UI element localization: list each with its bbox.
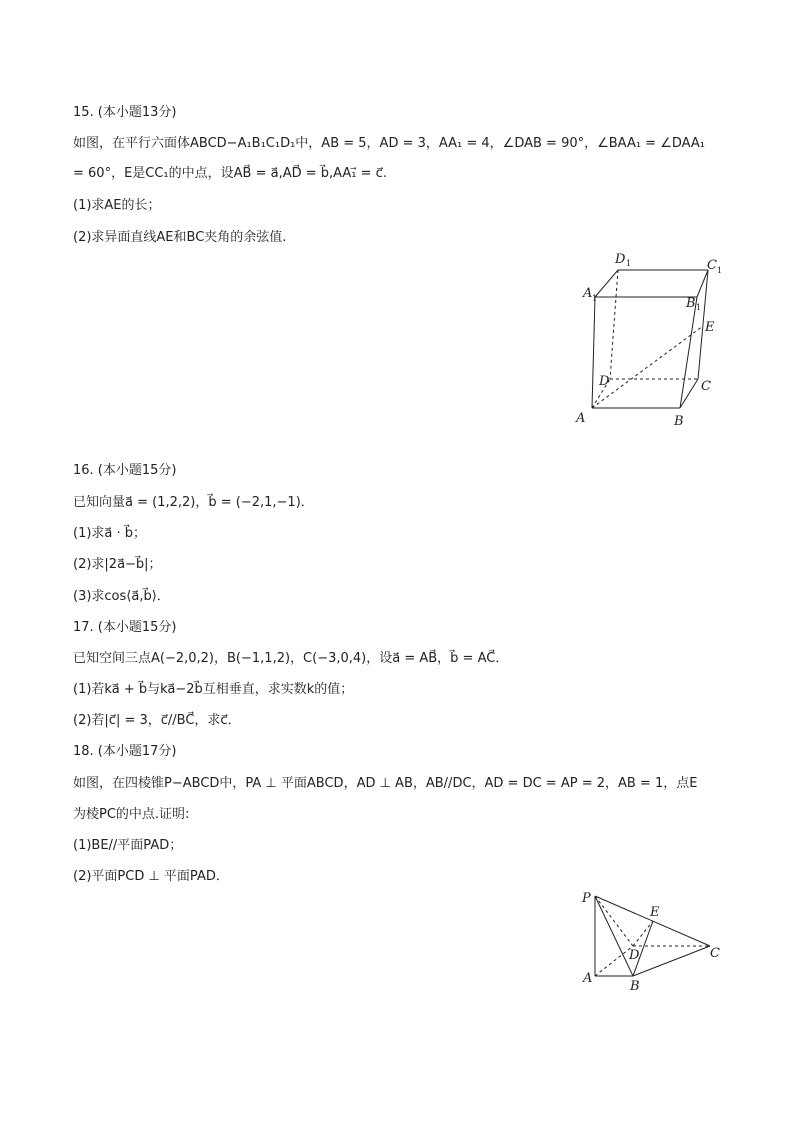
label-P: P: [582, 891, 591, 906]
label-E-pyr: E: [650, 905, 660, 920]
q15-statement-line1: 如图，在平行六面体ABCD−A₁B₁C₁D₁中，AB = 5，AD = 3，AA₁ = 4，∠DAB = 90°，∠BAA₁ = ∠DAA₁: [73, 136, 705, 151]
label-D1: D: [615, 252, 626, 267]
label-A1: A: [583, 286, 593, 301]
label-E: E: [705, 320, 715, 335]
label-C1: C: [707, 258, 717, 273]
q15-title: 15. (本小题13分): [73, 105, 177, 120]
label-A1-sub: 1: [592, 294, 598, 303]
label-D: D: [599, 374, 610, 389]
q16-part1: (1)求a⃗ · b⃗；: [73, 526, 147, 541]
label-B1: B: [686, 296, 696, 311]
label-C-pyr: C: [710, 946, 720, 961]
label-C: C: [701, 379, 711, 394]
label-C1-sub: 1: [717, 266, 723, 275]
label-D1-sub: 1: [626, 259, 632, 268]
q18-part2: (2)平面PCD ⊥ 平面PAD．: [73, 869, 229, 884]
q17-title: 17. (本小题15分): [73, 620, 177, 635]
q17-part1: (1)若ka⃗ + b⃗与ka⃗−2b⃗互相垂直，求实数k的值；: [73, 682, 354, 697]
q16-part2: (2)求|2a⃗−b⃗|；: [73, 557, 162, 572]
label-B: B: [674, 414, 684, 429]
q15-part1: (1)求AE的长；: [73, 198, 161, 213]
parallelepiped-figure: [570, 245, 730, 435]
q17-statement: 已知空间三点A(−2,0,2)，B(−1,1,2)，C(−3,0,4)，设a⃗ = AB⃗，b⃗ = AC⃗．: [73, 651, 509, 666]
q18-statement-line1: 如图，在四棱锥P−ABCD中，PA ⊥ 平面ABCD，AD ⊥ AB，AB//DC，AD = DC = AP = 2，AB = 1，点E: [73, 776, 698, 791]
pyramid-figure: [575, 880, 735, 995]
label-A: A: [576, 411, 586, 426]
q16-part3: (3)求cos⟨a⃗,b⃗⟩．: [73, 589, 170, 604]
q15-statement-line2: = 60°，E是CC₁的中点，设AB⃗ = a⃗,AD⃗ = b⃗,AA₁⃗ = c⃗.: [73, 166, 387, 181]
label-D-pyr: D: [629, 948, 640, 963]
q16-statement: 已知向量a⃗ = (1,2,2)，b⃗ = (−2,1,−1)．: [73, 495, 314, 510]
q17-part2: (2)若|c⃗| = 3，c⃗//BC⃗，求c⃗．: [73, 713, 241, 728]
label-A-pyr: A: [583, 971, 593, 986]
label-B-pyr: B: [630, 979, 640, 994]
q15-part2: (2)求异面直线AE和BC夹角的余弦值.: [73, 230, 287, 245]
q18-title: 18. (本小题17分): [73, 744, 177, 759]
q16-title: 16. (本小题15分): [73, 463, 177, 478]
q18-statement-line2: 为棱PC的中点.证明:: [73, 807, 190, 822]
label-B1-sub: 1: [696, 303, 702, 312]
q18-part1: (1)BE//平面PAD；: [73, 838, 183, 853]
